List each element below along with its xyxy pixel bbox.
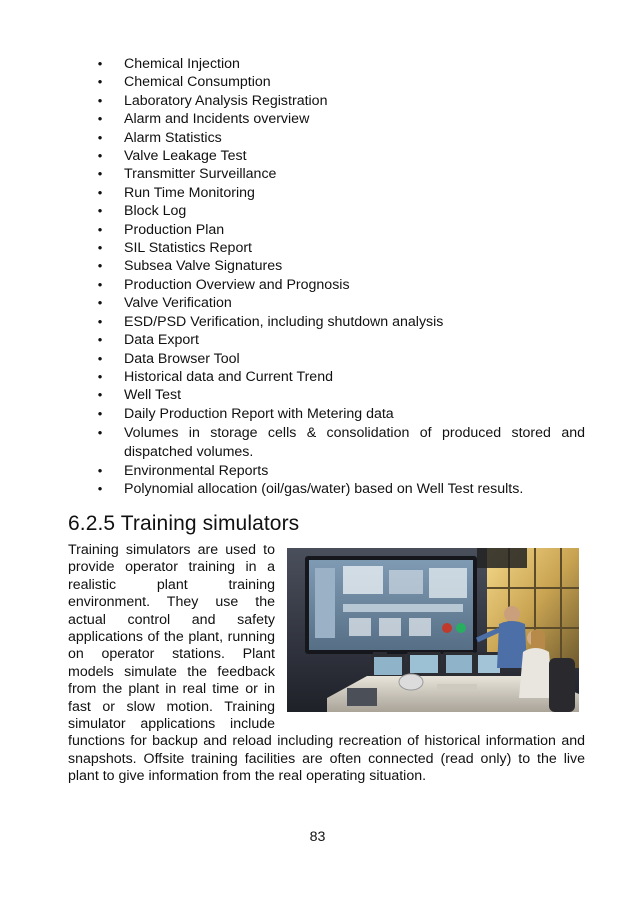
section-paragraph: Training simulators are used to provide operator training in a realistic plant training environment. They use the actual control and safety applications of the plant, running on operator stations. Plant models simulate the feedback from the plant in real time or in fast or slow motion. Training simulator applications include functions for backup and reload including recreation of historical information and snapshots. Offsite training facilities are often connected (read only) to the live plant to give information from the real operating situation. (68, 542, 585, 785)
list-item: • Polynomial allocation (oil/gas/water) based on Well Test results. (0, 480, 635, 498)
list-item: • Well Test (0, 386, 635, 404)
bullet-icon: • (97, 56, 103, 71)
bullet-icon: • (97, 240, 103, 256)
list-item: • Transmitter Surveillance (0, 165, 635, 183)
list-item: • ESD/PSD Verification, including shutdown analysis (0, 313, 635, 331)
bullet-icon: • (97, 148, 103, 164)
list-item: • Valve Verification (0, 294, 635, 312)
bullet-icon: • (97, 92, 103, 108)
bullet-icon: • (97, 166, 103, 182)
section-heading: 6.2.5 Training simulators (68, 512, 300, 535)
list-item: • Alarm and Incidents overview (0, 110, 635, 128)
list-item: • Volumes in storage cells & consolidation of produced stored and dispatched volumes. (0, 424, 635, 461)
page-number: 83 (309, 829, 326, 845)
list-item: • SIL Statistics Report (0, 239, 635, 257)
bullet-icon: • (97, 425, 103, 441)
control-room-illustration (287, 548, 579, 712)
list-item: • Historical data and Current Trend (0, 368, 635, 386)
control-room-photo (287, 548, 579, 712)
bullet-icon: • (97, 184, 103, 200)
bullet-icon: • (97, 295, 103, 311)
bullet-icon: • (97, 111, 103, 127)
list-item: • Valve Leakage Test (0, 147, 635, 165)
bullet-icon: • (97, 368, 103, 384)
bullet-icon: • (97, 258, 103, 274)
list-item: • Daily Production Report with Metering data (0, 405, 635, 423)
list-item: • Environmental Reports (0, 462, 635, 480)
list-item: • Production Overview and Prognosis (0, 276, 635, 294)
list-item: • Run Time Monitoring (0, 184, 635, 202)
bullet-icon: • (97, 129, 103, 145)
list-item: • Subsea Valve Signatures (0, 257, 635, 275)
bullet-icon: • (97, 276, 103, 292)
bullet-icon: • (97, 387, 103, 403)
list-item: • Chemical Consumption (0, 73, 635, 91)
list-item: • Data Export (0, 331, 635, 349)
list-item: • Production Plan (0, 221, 635, 239)
list-item: • Laboratory Analysis Registration (0, 92, 635, 110)
list-item: • Alarm Statistics (0, 129, 635, 147)
list-item: • Block Log (0, 202, 635, 220)
bullet-list (0, 55, 635, 499)
bullet-icon: • (97, 221, 103, 237)
list-item: • Chemical Injection (0, 55, 635, 73)
bullet-icon: • (97, 462, 103, 478)
bullet-icon: • (97, 405, 103, 421)
bullet-icon: • (97, 313, 103, 329)
bullet-icon: • (97, 74, 103, 90)
section-body (68, 542, 585, 786)
bullet-icon: • (97, 203, 103, 219)
bullet-icon: • (97, 332, 103, 348)
bullet-icon: • (97, 350, 103, 366)
list-item: • Data Browser Tool (0, 350, 635, 368)
bullet-icon: • (97, 481, 103, 497)
